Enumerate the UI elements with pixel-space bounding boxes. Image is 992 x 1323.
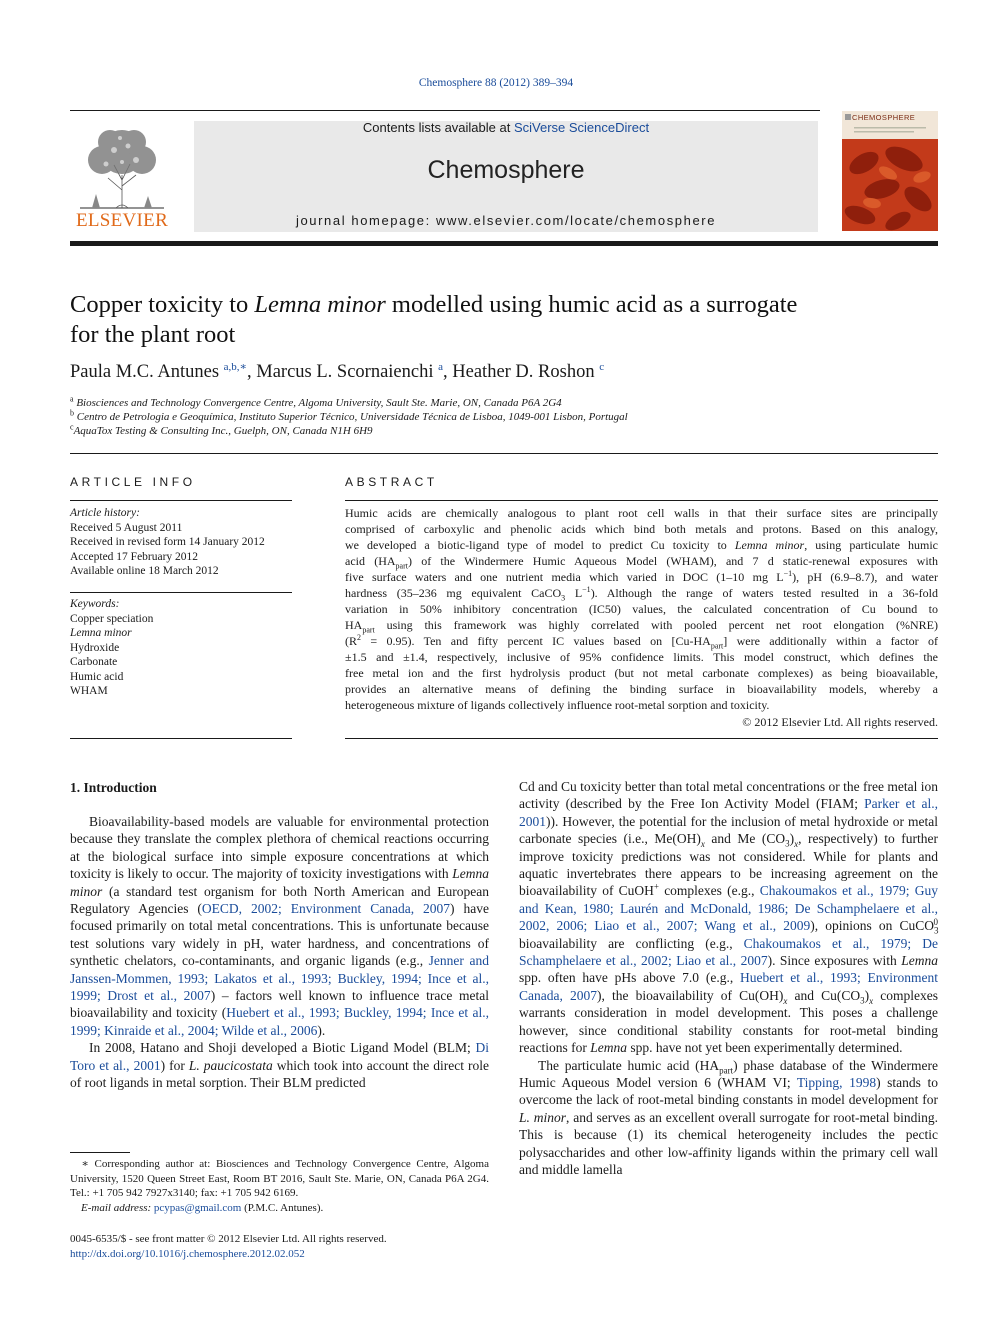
reference-link[interactable]: Chakoumakos et al., 1979; De Schamphelaere et al., 2002; Liao et al., 2007 (519, 935, 938, 969)
elsevier-wordmark: ELSEVIER (75, 210, 169, 231)
abstract-heading: ABSTRACT (345, 475, 438, 489)
intro-right-column (519, 778, 938, 1178)
keyword: Copper speciation (70, 612, 154, 625)
subscript: x (783, 995, 788, 1006)
legal-info (70, 1232, 387, 1261)
header-rule (70, 110, 820, 111)
abstract-copyright: © 2012 Elsevier Ltd. All rights reserved. (742, 715, 938, 729)
text: In 2008, Hatano and Shoji developed a Biotic Ligand Model (BLM; (89, 1040, 476, 1056)
keyword: WHAM (70, 685, 108, 697)
doi-link[interactable]: http://dx.doi.org/10.1016/j.chemosphere.2012.02.052 (70, 1247, 305, 1260)
affiliation-mark: a (70, 394, 74, 404)
keyword: Humic acid (70, 670, 124, 683)
keywords (70, 597, 292, 699)
superscript: + (653, 881, 659, 892)
subscript: x (794, 838, 799, 849)
abstract-line: heterogeneous mixture of ligands collectively influence root-metal sorption and toxicity. (345, 698, 770, 712)
history-online: Available online 18 March 2012 (70, 565, 219, 577)
subscript: part (395, 561, 408, 571)
text: (R (345, 634, 357, 648)
intro-paragraph (519, 1057, 938, 1179)
abstract-line (345, 633, 938, 649)
corresponding-author-note (70, 1157, 489, 1215)
text: ) phase database of the Windermere Humic Aqueous Model version 6 (WHAM VI; (519, 1057, 938, 1090)
author-list: Paula M.C. Antunes $^{a,b,∗}$, Marcus L. Scornaienchi $^a$, Heather D. Roshon $^c$ (70, 360, 605, 382)
abstract-line: ±1.5 and ±1.4, respectively, inclusive of 95% confidence limits. This model construct, which defines the (345, 650, 938, 664)
cover-title: CHEMOSPHERE (852, 113, 916, 122)
text: The particulate humic acid (HA (538, 1057, 720, 1073)
intro-heading: 1. Introduction (70, 780, 157, 795)
affiliation-text: Biosciences and Technology Convergence Centre, Algoma University, Sault Ste. Marie, ON, Canada P6A 2G4 (76, 397, 562, 409)
subscript: 3 (934, 925, 939, 936)
text: ). (317, 1022, 326, 1038)
reference-link[interactable]: OECD, 2002; Environment Canada, 2007 (201, 901, 451, 917)
title-part: for the plant root (70, 321, 236, 348)
abstract-line (345, 569, 938, 585)
intro-paragraph (70, 813, 489, 1039)
text: = 0.95). Ten and fifty percent IC values based on [Cu-HA (361, 634, 711, 648)
text: using this framework was highly correlated with pooled percent net root elongation (%NRE) (374, 618, 938, 632)
text: ) of the Windermere Humic Aqueous Model (WHAM), and 7 d static-renewal exposures with (407, 554, 938, 568)
text: ) for (160, 1057, 189, 1073)
footnote-mark: ∗ (81, 1158, 89, 1170)
species: Lemna minor (734, 538, 805, 552)
text: which took into account the direct role of root ligands in metal sorption. Their BLM predicted (70, 1057, 489, 1091)
abstract-line: provides an alternative means of defining the binding surface in bioavailability models, whereby a (345, 682, 938, 696)
author-name[interactable]: Heather D. Roshon (452, 362, 595, 382)
keyword: Carbonate (70, 656, 118, 668)
text: ) have focused primarily on total metal concentrations. This is unfortunate because test solutions vary widely in pH, water hardness, and concentrations of synthetic chelators, co-contaminants, and organic ligands (e.g., (70, 901, 490, 969)
text: , respectively) to further improve toxicity predictions was not considered. While for plants and aquatic invertebrates there appears to be increasing agreement on the bioavailability of CuOH (519, 831, 938, 899)
species: L. paucicostata (188, 1057, 273, 1073)
subscript: 3 (785, 838, 790, 849)
superscript: 0 (933, 916, 938, 927)
keyword: Hydroxide (70, 641, 120, 654)
text: ) – factors well known to influence trace metal bioavailability and toxicity ( (70, 988, 489, 1021)
affiliation (70, 410, 930, 424)
affiliation-text: AquaTox Testing & Consulting Inc., Guelph, ON, Canada N1H 6H9 (73, 425, 373, 437)
intro-paragraph (519, 778, 938, 1057)
history-label: Article history: (70, 507, 140, 519)
superscript: −1 (783, 569, 793, 578)
article-title (70, 290, 930, 350)
issn-line: 0045-6535/$ - see front matter © 2012 Elsevier Ltd. All rights reserved. (70, 1233, 387, 1245)
journal-name: Chemosphere (427, 156, 585, 184)
abstract-line: variation in 50% inhibitory concentration (IC50) values, the calculated concentration of Cu bound to (345, 602, 938, 616)
subscript: part (719, 1065, 734, 1076)
text: spp. often have pHs above 7.0 (e.g., (519, 970, 740, 986)
abstract-line: free metal ion and the first hydrolysis product (but not metal carbonate complexes) as being bioavailable, (345, 666, 938, 680)
abstract-line (345, 585, 938, 601)
text: ] were additionally within a factor of (723, 634, 938, 648)
subscript: part (710, 641, 724, 651)
info-rule (70, 738, 292, 739)
email-link[interactable]: pcypas@gmail.com (153, 1201, 242, 1214)
text: acid (HA (345, 554, 396, 568)
intro-paragraph (70, 1039, 489, 1091)
author-name[interactable]: Marcus L. Scornaienchi (256, 362, 434, 382)
history-received: Received 5 August 2011 (70, 521, 183, 534)
history-accepted: Accepted 17 February 2012 (70, 550, 199, 563)
author-affiliation-mark[interactable]: a,b,∗ (223, 360, 248, 373)
text: (a standard test organism for both North American and European Regulatory Agencies ( (70, 883, 489, 917)
info-rule (70, 500, 292, 501)
author-name[interactable]: Paula M.C. Antunes (70, 362, 220, 382)
email-suffix: (P.M.C. Antunes). (241, 1201, 324, 1214)
text: hardness (35–236 mg equivalent CaCO (345, 586, 562, 600)
text: ). Since exposures with (767, 953, 902, 969)
superscript: −1 (582, 585, 591, 594)
abstract-line (345, 553, 938, 569)
abstract-rule (345, 500, 938, 501)
text: ). Although the range of waters tested resulted in a 36-fold (590, 586, 938, 600)
text: bioavailability are conflicting (e.g., (519, 935, 744, 951)
title-species: Lemna minor (254, 291, 386, 318)
footnote-rule (70, 1152, 130, 1153)
text: ), the bioavailability of Cu(OH) (597, 987, 784, 1003)
subscript: x (869, 995, 874, 1006)
reference-link[interactable]: Tipping, 1998 (796, 1074, 877, 1090)
affiliation-mark: b (70, 408, 74, 418)
text: , using particulate humic (804, 538, 938, 552)
reference-link[interactable]: Parker et al., 2001 (519, 796, 939, 829)
journal-citation[interactable]: Chemosphere 88 (2012) 389–394 (418, 77, 574, 89)
text: )). However, the potential for the inclusion of metal hydroxide or metal carbonate species (i.e., Me(OH) (519, 813, 938, 847)
subscript: 3 (561, 593, 566, 603)
abstract-rule (345, 738, 938, 739)
article-history (70, 506, 292, 579)
text: Bioavailability-based models are valuable for environmental protection because they translate the complex plethora of chemical reactions occurring at the biological surface into simple exposure concentrations at which toxicity is likely to occur. The majority of toxicity investigations with (70, 814, 489, 882)
author-affiliation-mark[interactable]: c (599, 360, 605, 373)
section-rule (70, 453, 938, 454)
text: spp. have not yet been experimentally determined. (626, 1040, 903, 1056)
info-rule (70, 592, 292, 593)
genus: Lemna (901, 953, 939, 969)
reference-link[interactable]: Di Toro et al., 2001 (70, 1040, 489, 1073)
title-part: Copper toxicity to (70, 291, 255, 318)
superscript: 2 (357, 633, 361, 642)
text: ) (789, 831, 795, 847)
contents-line (194, 120, 818, 135)
history-revised: Received in revised form 14 January 2012 (70, 536, 265, 548)
reference-link[interactable]: Chakoumakos et al., 1979; Guy and Kean, 1980; Laurén and McDonald, 1986; De Schamphelaere et al., 2002, 2006; Liao et al., 2007; Wang et al., 2009 (519, 883, 939, 934)
abstract-body (345, 505, 938, 713)
affiliation-text: Centro de Petrologia e Geoquímica, Instituto Superior Técnico, Universidade Técnica de Lisboa, 1049-001 Lisbon, Portugal (76, 411, 628, 423)
author-affiliation-mark[interactable]: a (438, 360, 444, 373)
abstract-line: Humic acids are chemically analogous to plant root cell walls in that their surface sites are principally (345, 506, 938, 520)
text: L (565, 586, 583, 600)
text: ) (864, 987, 870, 1003)
keywords-label: Keywords: (70, 598, 120, 610)
text: ) stands to overcome the lack of root-metal binding constants in model development for (519, 1074, 938, 1108)
subscript: x (700, 838, 705, 849)
reference-link[interactable]: Jenner and Janssen-Mommen, 1993; Lakatos et al., 1993; Buckley, 1994; Ince et al., 1999; Drost et al., 2007 (70, 953, 489, 1004)
reference-link[interactable]: Huebert et al., 1993; Buckley, 1994; Ince et al., 1999; Kinraide et al., 2004; Wilde et al., 2006 (70, 1005, 489, 1038)
text: and Cu(CO (787, 987, 861, 1003)
intro-left-column (70, 813, 489, 1092)
header-thick-rule (70, 241, 938, 246)
abstract-line: comprised of carboxylic and phenolic acids which bind both metals and protons. Based on this analogy, (345, 522, 938, 536)
text: complexes warrants consideration in model development. This poses a challenge however, since conditional stability constants for root-metal binding reactions for (519, 987, 939, 1056)
title-part: modelled using humic acid as a surrogate (385, 291, 798, 318)
text: five surface waters and one nutrient media which varied in DOC (1–10 mg L (345, 570, 784, 584)
subscript: 3 (860, 995, 865, 1006)
contents-prefix: Contents lists available at (362, 120, 514, 135)
text: we developed a biotic-ligand type of model to predict Cu toxicity to (345, 538, 735, 552)
genus: Lemna (590, 1040, 627, 1056)
text: ), opinions on CuCO (810, 918, 934, 934)
text: , and serves as an excellent overall surrogate for root-metal binding. This is because (1) its chemical heterogeneity includes the pectic polysaccharides and other low-affinity ligands within the primary cell wall and middle lamella (519, 1109, 938, 1177)
text: Cd and Cu toxicity better than total metal concentrations or the free metal ion activity (described by the Free Ion Activity Model (FIAM; (519, 779, 938, 812)
affiliation (70, 424, 930, 438)
journal-homepage[interactable]: journal homepage: www.elsevier.com/locate/chemosphere (295, 213, 717, 228)
footnote-text: Corresponding author at: Biosciences and Technology Convergence Centre, Algoma University, 1520 Queen Street East, Room BT 2016, Sault Ste. Marie, ON, Canada P6A 2G4. Tel.: +1 705 942 7927x3140; fax: +1 705 942 6169. (70, 1158, 489, 1199)
subscript: part (362, 625, 375, 635)
article-info-heading: ARTICLE INFO (70, 475, 196, 489)
abstract-line (345, 537, 938, 553)
text: ), pH (6.9–8.7), and water (792, 570, 938, 584)
affiliation (70, 396, 930, 410)
journal-cover-thumbnail (842, 111, 938, 231)
abstract-line (345, 617, 938, 633)
affiliation-mark: c (70, 422, 74, 432)
email-label: E-mail address: (81, 1201, 154, 1214)
species: Lemna minor (70, 866, 489, 899)
reference-link[interactable]: Huebert et al., 1993; Environment Canada, 2007 (519, 970, 938, 1003)
text: complexes (e.g., (658, 883, 760, 899)
text: and Me (CO (704, 831, 786, 847)
sciencedirect-link[interactable]: SciVerse ScienceDirect (513, 120, 650, 135)
keyword: Lemna minor (70, 627, 132, 639)
species: L. minor (519, 1109, 566, 1125)
text: HA (345, 618, 363, 632)
